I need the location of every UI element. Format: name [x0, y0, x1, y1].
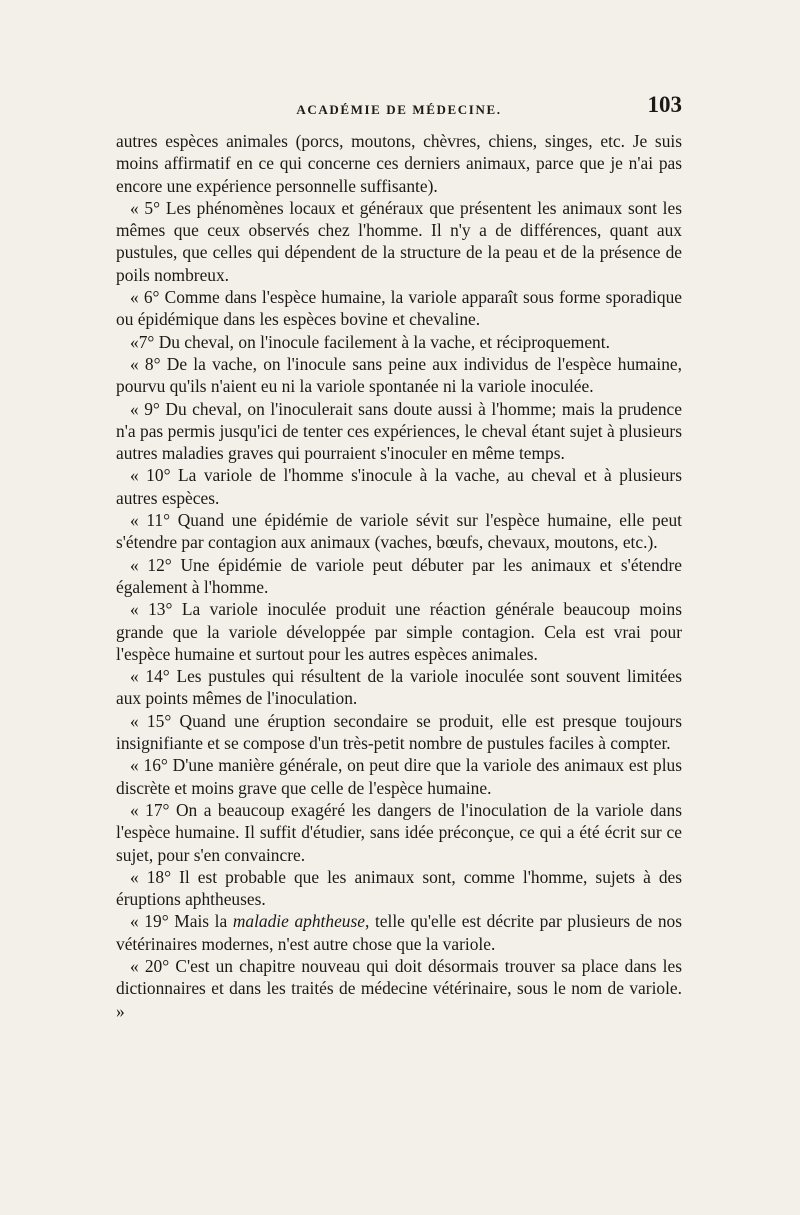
paragraph-14: « 14° Les pustules qui résultent de la variole inoculée sont souvent limitées aux points mêmes de l'inoculation.: [116, 666, 682, 709]
paragraph-19: [116, 910, 682, 955]
paragraph-20: « 20° C'est un chapitre nouveau qui doit désormais trouver sa place dans les dictionnaires et dans les traités de médecine vétérinaire, sous le nom de variole. »: [116, 955, 682, 1021]
paragraph-6: « 6° Comme dans l'espèce humaine, la variole apparaît sous forme sporadique ou épidémique dans les espèces bovine et chevaline.: [116, 287, 682, 330]
paragraph-7: «7° Du cheval, on l'inocule facilement à la vache, et réciproquement.: [130, 331, 610, 352]
paragraph-19-end: , telle qu'elle est décrite par plusieurs de nos vétérinaires modernes, n'est autre chose que la variole.: [116, 911, 682, 954]
body-text: [116, 130, 682, 1022]
paragraph-18: « 18° Il est probable que les animaux sont, comme l'homme, sujets à des éruptions aphtheuses.: [116, 866, 682, 910]
paragraph-11: « 11° Quand une épidémie de variole sévit sur l'espèce humaine, elle peut s'étendre par contagion aux animaux (vaches, bœufs, chevaux, moutons, etc.).: [116, 510, 682, 553]
paragraph-15: « 15° Quand une éruption secondaire se produit, elle est presque toujours insignifiante et se compose d'un très-petit nombre de pustules faciles à compter.: [116, 710, 682, 754]
paragraph-19-italic: maladie aphtheuse: [232, 911, 365, 932]
paragraph-5: « 5° Les phénomènes locaux et généraux que présentent les animaux sont les mêmes que ceux observés chez l'homme. Il n'y a de différences, quant aux pustules, que celles qui dépendent de la structure de la peau et de la présence de poils nombreux.: [116, 197, 682, 285]
paragraph-19-start: « 19° Mais la: [130, 911, 233, 932]
running-title: ACADÉMIE DE MÉDECINE.: [296, 102, 502, 117]
page-header: [116, 92, 682, 122]
page-number: 103: [647, 92, 682, 117]
paragraph-12: « 12° Une épidémie de variole peut débuter par les animaux et s'étendre également à l'homme.: [116, 554, 682, 597]
paragraph-continued: autres espèces animales (porcs, moutons, chèvres, chiens, singes, etc. Je suis moins affirmatif en ce qui concerne ces derniers animaux, parce que je n'ai pas encore une expérience personnelle suffisante).: [116, 131, 682, 196]
paragraph-10: « 10° La variole de l'homme s'inocule à la vache, au cheval et à plusieurs autres espèces.: [116, 465, 682, 508]
paragraph-16: « 16° D'une manière générale, on peut dire que la variole des animaux est plus discrète et moins grave que celle de l'espèce humaine.: [116, 755, 682, 798]
paragraph-8: « 8° De la vache, on l'inocule sans peine aux individus de l'espèce humaine, pourvu qu'ils n'aient eu ni la variole spontanée ni la variole inoculée.: [116, 353, 682, 397]
paragraph-13: « 13° La variole inoculée produit une réaction générale beaucoup moins grande que la variole développée par simple contagion. Cela est vrai pour l'espèce humaine et surtout pour les autres espèces animales.: [116, 599, 682, 664]
paragraph-9: « 9° Du cheval, on l'inoculerait sans doute aussi à l'homme; mais la prudence n'a pas permis jusqu'ici de tenter ces expériences, le cheval étant sujet à plusieurs autres maladies graves qui pourraient s'inoculer en même temps.: [116, 398, 682, 464]
paragraph-17: « 17° On a beaucoup exagéré les dangers de l'inoculation de la variole dans l'espèce humaine. Il suffit d'étudier, sans idée préconçue, ce qui a été écrit sur ce sujet, pour s'en convaincre.: [116, 799, 682, 865]
